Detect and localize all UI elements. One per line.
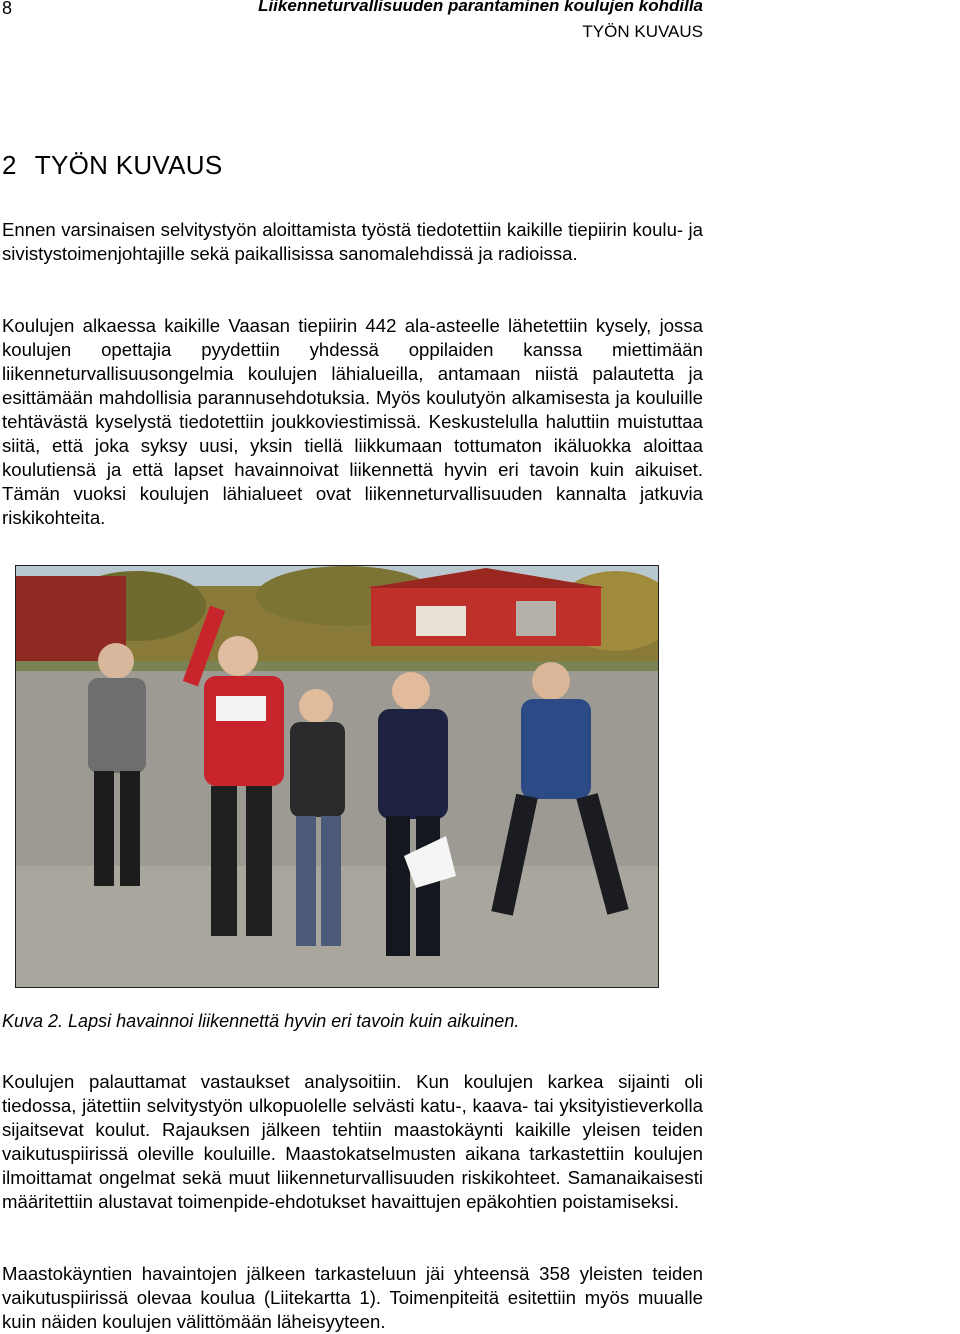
- paragraph-analysis: Koulujen palauttamat vastaukset analysoitiin. Kun koulujen karkea sijainti oli tiedossa, jätettiin selvitystyön ulkopuolelle selvästi katu-, kaava- tai yksityistieverkolla sijaitsevat koulut. Rajauksen jälkeen tehtiin maastokäynti kaikille yleisen teiden vaikutuspiirissä oleville kouluille. Maastokatselmusten aikana tarkastettiin koulujen ilmoittamat ongelmat sekä muut liikenneturvallisuuden riskikohteet. Samanaikaisesti määritettiin alustavat toimenpide-ehdotukset havaittujen epäkohtien poistamiseksi.: [2, 1071, 703, 1212]
- photo-barn-red: [371, 586, 601, 646]
- paragraph-survey: Koulujen alkaessa kaikille Vaasan tiepiirin 442 ala-asteelle lähetettiin kysely, jossa koulujen opettajia pyydettiin yhdessä oppilaiden kanssa miettimään liikenneturvallisuusongelmia koulujen lähialueilla, antamaan niistä palautetta ja esittämään mahdollisia parannusehdotuksia. Myös koulutyön alkamisesta ja kouluille tehtävästä kyselystä tiedotettiin joukkoviestimissä. Keskustelulla haluttiin muistuttaa siitä, että joka syksy uusi, yksin tiellä liikkumaan tottumaton ikäluokka aloittaa koulutiensä ja että lapset havainnoivat liikennettä hyvin eri tavoin kuin aikuiset. Tämän vuoksi koulujen lähialueet ovat liikenneturvallisuuden kannalta jatkuvia riskikohteita.: [2, 315, 703, 528]
- paragraph-intro: Ennen varsinaisen selvitystyön aloittamista työstä tiedotettiin kaikille tiepiirin koulu- ja sivistystoimenjohtajille sekä paikallisissa sanomalehdissä ja radioissa.: [2, 219, 703, 264]
- page-number: 8: [2, 0, 13, 18]
- figure-caption: Kuva 2. Lapsi havainnoi liikennettä hyvin eri tavoin kuin aikuinen.: [2, 1011, 520, 1031]
- photo-children-schoolyard: [15, 565, 659, 988]
- running-title: Liikenneturvallisuuden parantaminen koulujen kohdilla: [258, 0, 703, 15]
- section-number: 2: [2, 150, 17, 180]
- section-title: TYÖN KUVAUS: [34, 150, 223, 180]
- running-section: TYÖN KUVAUS: [582, 22, 703, 41]
- section-heading: [2, 150, 223, 181]
- paragraph-results: Maastokäyntien havaintojen jälkeen tarkasteluun jäi yhteensä 358 yleisten teiden vaikutuspiirissä olevaa koulua (Liitekartta 1). Toimenpiteitä esitettiin myös muualle kuin näiden koulujen välittömään läheisyyteen.: [2, 1263, 703, 1332]
